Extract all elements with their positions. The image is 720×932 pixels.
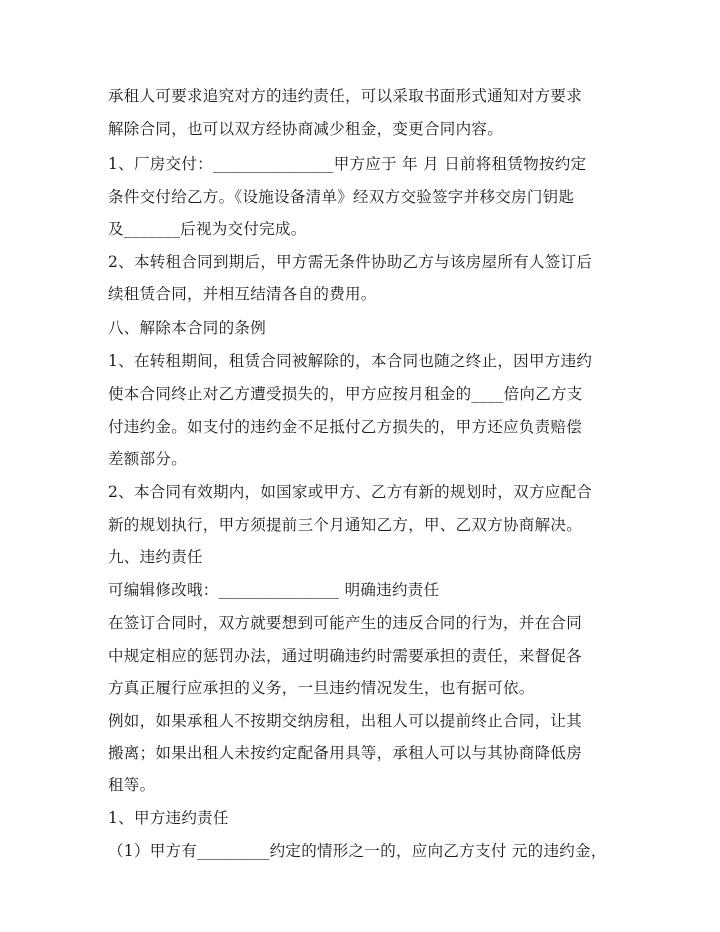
text-line: 搬离；如果出租人未按约定配备用具等，承租人可以与其协商降低房 (108, 744, 583, 762)
text-line: 1、在转租期间，租赁合同被解除的，本合同也随之终止，因甲方违约 (108, 352, 593, 370)
text-line: 例如，如果承租人不按期交纳房租，出租人可以提前终止合同，让其 (108, 712, 583, 730)
text-line: 使本合同终止对乙方遭受损失的，甲方应按月租金的____倍向乙方支 (108, 385, 583, 403)
text-line: 解除合同，也可以双方经协商减少租金，变更合同内容。 (108, 120, 504, 138)
section-heading: 九、违约责任 (108, 548, 203, 566)
text-line: 条件交付给乙方。《设施设备清单》经双方交验签字并移交房门钥匙 (108, 188, 575, 206)
text-line: 承租人可要求追究对方的违约责任，可以采取书面形式通知对方要求 (108, 87, 583, 105)
section-heading: 八、解除本合同的条例 (108, 319, 267, 337)
text-line: 付违约金。如支付的违约金不足抵付乙方损失的，甲方还应负责赔偿 (108, 418, 583, 436)
text-line: 新的规划执行，甲方须提前三个月通知乙方，甲、乙双方协商解决。 (108, 516, 583, 534)
text-line: 2、本合同有效期内，如国家或甲方、乙方有新的规划时，双方应配合 (108, 483, 593, 501)
text-line: 2、本转租合同到期后，甲方需无条件协助乙方与该房屋所有人签订后 (108, 253, 593, 271)
text-line: 续租赁合同，并相互结清各自的费用。 (108, 285, 377, 303)
text-line: 方真正履行应承担的义务，一旦违约情况发生，也有据可依。 (108, 679, 535, 697)
text-line: 1、厂房交付：_______________甲方应于 年 月 日前将租赁物按约定 (108, 155, 587, 173)
text-line: 在签订合同时，双方就要想到可能产生的违反合同的行为，并在合同 (108, 614, 583, 632)
text-line: 中规定相应的惩罚办法，通过明确违约时需要承担的责任，来督促各 (108, 647, 583, 665)
text-line: 及_______后视为交付完成。 (108, 220, 307, 238)
text-line: 1、甲方违约责任 (108, 809, 229, 827)
text-line: 租等。 (108, 776, 156, 794)
text-line: （1）甲方有_________约定的情形之一的，应向乙方支付 元的违约金， (108, 842, 607, 860)
text-line: 可编辑修改哦：_______________ 明确违约责任 (108, 581, 440, 599)
text-line: 差额部分。 (108, 450, 188, 468)
